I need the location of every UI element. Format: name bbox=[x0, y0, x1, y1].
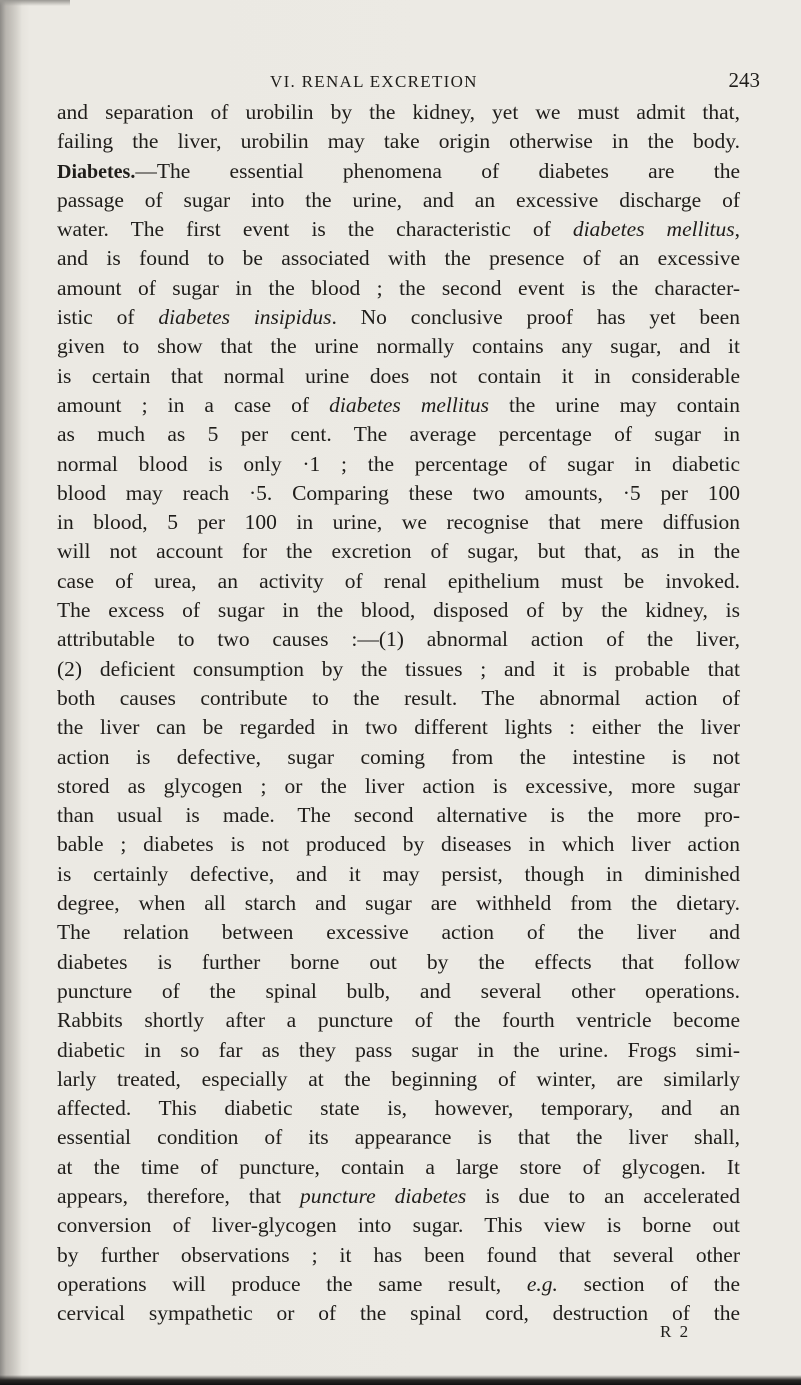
text-run: . No conclusive proof has yet been bbox=[331, 305, 740, 330]
text-line: by further observations ; it has been found that several other bbox=[57, 1242, 740, 1267]
text-line: in blood, 5 per 100 in urine, we recognise that mere diffusion bbox=[57, 510, 740, 535]
page-corner bbox=[0, 0, 70, 6]
page-header bbox=[140, 68, 760, 98]
text-line: and separation of urobilin by the kidney, yet we must admit that, bbox=[57, 100, 740, 124]
text-line: (2) deficient consumption by the tissues ; and it is probable that bbox=[57, 656, 740, 681]
text-line: as much as 5 per cent. The average percentage of sugar in bbox=[57, 422, 740, 447]
text-run: water. The first event is the characteristic of bbox=[57, 217, 573, 242]
text-line bbox=[57, 157, 740, 186]
text-line: diabetic in so far as they pass sugar in the urine. Frogs simi- bbox=[57, 1037, 740, 1062]
text-run: section of the bbox=[557, 1271, 740, 1296]
page-bottom-edge bbox=[0, 1375, 801, 1385]
body-text bbox=[57, 98, 740, 1328]
text-run: appears, therefore, that bbox=[57, 1183, 301, 1208]
text-line: puncture of the spinal bulb, and several other operations. bbox=[57, 978, 740, 1003]
running-head: VI. RENAL EXCRETION bbox=[270, 72, 478, 91]
signature-mark: R 2 bbox=[660, 1322, 691, 1341]
text-run: the urine may contain bbox=[488, 392, 740, 417]
italic-term: e.g. bbox=[526, 1271, 558, 1296]
text-line bbox=[57, 215, 740, 244]
text-line: given to show that the urine normally contains any sugar, and it bbox=[57, 334, 740, 359]
text-run: , bbox=[734, 217, 741, 242]
text-line: Rabbits shortly after a puncture of the fourth ventricle become bbox=[57, 1008, 740, 1033]
text-line bbox=[57, 391, 740, 420]
text-line: both causes contribute to the result. The abnormal action of bbox=[57, 685, 740, 710]
text-line: is certainly defective, and it may persist, though in diminished bbox=[57, 861, 740, 886]
text-line: degree, when all starch and sugar are withheld from the dietary. bbox=[57, 891, 740, 916]
text-line: attributable to two causes :—(1) abnormal action of the liver, bbox=[57, 627, 740, 652]
text-line: stored as glycogen ; or the liver action is excessive, more sugar bbox=[57, 773, 740, 798]
text-run: operations will produce the same result, bbox=[57, 1271, 527, 1296]
text-line: bable ; diabetes is not produced by diseases in which liver action bbox=[57, 832, 740, 857]
text-line: passage of sugar into the urine, and an excessive discharge of bbox=[57, 187, 740, 212]
text-line: action is defective, sugar coming from the intestine is not bbox=[57, 744, 740, 769]
text-line: conversion of liver-glycogen into sugar. This view is borne out bbox=[57, 1213, 740, 1238]
text-line: affected. This diabetic state is, however, temporary, and an bbox=[57, 1096, 740, 1121]
text-run: —The essential phenomena of diabetes are the bbox=[135, 158, 740, 183]
text-line: larly treated, especially at the beginning of winter, are similarly bbox=[57, 1066, 740, 1091]
text-line: is certain that normal urine does not contain it in considerable bbox=[57, 363, 740, 388]
text-line: at the time of puncture, contain a large store of glycogen. It bbox=[57, 1154, 740, 1179]
italic-term: diabetes mellitus bbox=[329, 392, 489, 417]
text-line bbox=[57, 303, 740, 332]
text-run: amount ; in a case of bbox=[57, 392, 330, 417]
text-line: The relation between excessive action of the liver and bbox=[57, 920, 740, 945]
text-line: cervical sympathetic or of the spinal cord, destruction of the bbox=[57, 1301, 740, 1326]
text-line: and is found to be associated with the presence of an excessive bbox=[57, 246, 740, 271]
text-line: than usual is made. The second alternative is the more pro- bbox=[57, 803, 740, 828]
text-run: is due to an accelerated bbox=[466, 1183, 740, 1208]
text-line: amount of sugar in the blood ; the second event is the character- bbox=[57, 275, 740, 300]
text-line: case of urea, an activity of renal epithelium must be invoked. bbox=[57, 568, 740, 593]
italic-term: puncture diabetes bbox=[300, 1183, 467, 1208]
text-line bbox=[57, 1182, 740, 1211]
text-line: blood may reach ·5. Comparing these two amounts, ·5 per 100 bbox=[57, 480, 740, 505]
page-number: 243 bbox=[728, 68, 760, 92]
text-line: essential condition of its appearance is that the liver shall, bbox=[57, 1125, 740, 1150]
text-line: The excess of sugar in the blood, disposed of by the kidney, is bbox=[57, 598, 740, 623]
text-line: failing the liver, urobilin may take origin otherwise in the body. bbox=[57, 129, 740, 154]
italic-term: diabetes mellitus bbox=[572, 217, 735, 242]
text-line: normal blood is only ·1 ; the percentage of sugar in diabetic bbox=[57, 451, 740, 476]
italic-term: diabetes insipidus bbox=[158, 305, 332, 330]
text-line bbox=[57, 1270, 740, 1299]
text-line: diabetes is further borne out by the effects that follow bbox=[57, 949, 740, 974]
text-line: will not account for the excretion of sugar, but that, as in the bbox=[57, 539, 740, 564]
text-run: istic of bbox=[57, 305, 159, 330]
spine-shadow bbox=[0, 0, 22, 1385]
text-line: the liver can be regarded in two different lights : either the liver bbox=[57, 715, 740, 740]
section-heading: Diabetes. bbox=[57, 160, 136, 183]
